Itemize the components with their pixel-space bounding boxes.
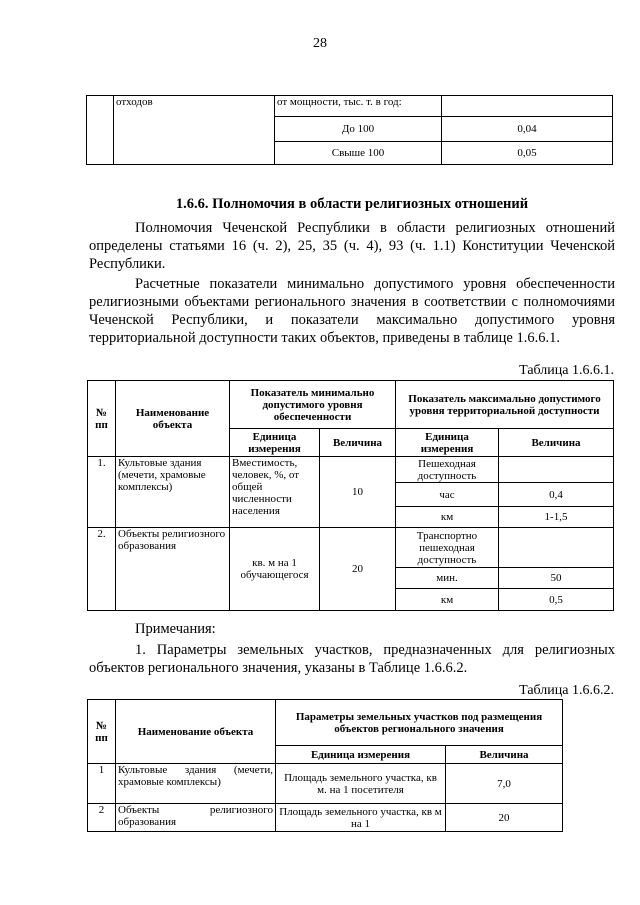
header-group: Параметры земельных участков под размещения объектов регионального значения (276, 700, 563, 746)
table-cell (442, 96, 613, 117)
table-1-6-6-2 (87, 699, 563, 832)
row-unit: кв. м на 1 обучающегося (230, 528, 320, 611)
row-unit: Вместимость, человек, %, от общей численности населения (230, 457, 320, 528)
table-row (88, 528, 614, 568)
header-unit: Единица измерения (230, 429, 320, 457)
sub-value (499, 528, 614, 568)
table-cell: Свыше 100 (275, 142, 442, 165)
row-num: 2 (88, 804, 116, 832)
sub-unit: Пешеходная доступность (396, 457, 499, 483)
row-name: Культовые здания (мечети, храмовые комплексы) (116, 764, 276, 804)
sub-value (499, 457, 614, 483)
sub-value: 1-1,5 (499, 507, 614, 528)
header-min-group: Показатель минимально допустимого уровня обеспеченности (230, 381, 396, 429)
row-name: Объекты религиозного образования (116, 804, 276, 832)
row-unit: Площадь земельного участка, кв м. на 1 посетителя (276, 764, 446, 804)
header-value: Величина (320, 429, 396, 457)
row-num: 2. (88, 528, 116, 611)
paragraph-1: Полномочия Чеченской Республики в области религиозных отношений определены статьями 16 (ч. 2), 25, 35 (ч. 4), 93 (ч. 1.1) Конституции Чеченской Республики. (89, 220, 615, 272)
sub-value: 0,4 (499, 483, 614, 507)
row-unit: Площадь земельного участка, кв м на 1 (276, 804, 446, 832)
header-num: № пп (88, 381, 116, 457)
section-heading: 1.6.6. Полномочия в области религиозных отношений (175, 196, 529, 212)
header-name: Наименование объекта (116, 381, 230, 457)
row-value: 10 (320, 457, 396, 528)
table-1-6-6-1 (87, 380, 614, 611)
row-value: 7,0 (446, 764, 563, 804)
sub-unit: км (396, 589, 499, 611)
table2-caption: Таблица 1.6.6.2. (519, 683, 614, 698)
header-unit2: Единица измерения (396, 429, 499, 457)
row-name: Культовые здания (мечети, храмовые комплексы) (116, 457, 230, 528)
sub-value: 50 (499, 568, 614, 589)
page-number: 28 (313, 36, 327, 51)
row-num: 1. (88, 457, 116, 528)
header-name: Наименование объекта (116, 700, 276, 764)
table-cell: отходов (114, 96, 275, 165)
table-row (88, 764, 563, 804)
top-table (86, 95, 613, 165)
table-row (88, 457, 614, 483)
table-cell: от мощности, тыс. т. в год: (275, 96, 442, 117)
header-num: № пп (88, 700, 116, 764)
table-cell: До 100 (275, 117, 442, 142)
note-1: 1. Параметры земельных участков, предназначенных для религиозных объектов регионального значения, указаны в Таблице 1.6.6.2. (89, 642, 615, 676)
table-cell (87, 96, 114, 165)
header-value2: Величина (499, 429, 614, 457)
row-value: 20 (320, 528, 396, 611)
sub-unit: км (396, 507, 499, 528)
row-num: 1 (88, 764, 116, 804)
sub-unit: час (396, 483, 499, 507)
header-value: Величина (446, 746, 563, 764)
sub-value: 0,5 (499, 589, 614, 611)
row-value: 20 (446, 804, 563, 832)
table-cell: 0,04 (442, 117, 613, 142)
sub-unit: Транспортно пешеходная доступность (396, 528, 499, 568)
notes-title: Примечания: (135, 621, 216, 637)
row-name: Объекты религиозного образования (116, 528, 230, 611)
table1-caption: Таблица 1.6.6.1. (519, 363, 614, 378)
table-cell: 0,05 (442, 142, 613, 165)
header-unit: Единица измерения (276, 746, 446, 764)
table-row (88, 804, 563, 832)
header-max-group: Показатель максимально допустимого уровня территориальной доступности (396, 381, 614, 429)
sub-unit: мин. (396, 568, 499, 589)
paragraph-2: Расчетные показатели минимально допустимого уровня обеспеченности религиозными объектами регионального значения в соответствии с полномочиями Чеченской Республики, и показатели максимально допустимого уровня территориальной доступности таких объектов, приведены в таблице 1.6.6.1. (89, 276, 615, 346)
